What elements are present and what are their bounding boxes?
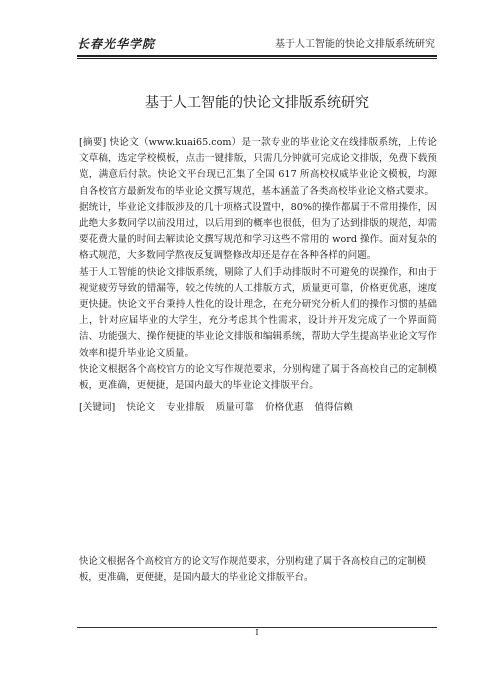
abstract-paragraph (79, 135, 437, 200)
abstract-text: 快论文（www.kuai65.com）是一款专业的毕业论文在线排版系统，上传论文草稿，选定学校模板，点击一键排版，只需几分钟就可完成论文排版，免费下载预览，满意后付款。快论文平台现已汇集了全国 617 所高校权威毕业论文模板，均源自各校官方最新发布的毕业论文撰写规范，基本涵盖了各类高校毕业论文格式要求。 (79, 137, 437, 197)
running-title: 基于人工智能的快论文排版系统研究 (275, 39, 435, 50)
header-rule-thin (77, 58, 437, 59)
page-number: I (255, 628, 259, 637)
keyword-item: 价格优惠 (265, 402, 304, 413)
keywords-section (79, 400, 437, 416)
keyword-item: 值得信赖 (314, 402, 353, 413)
keywords-label: [关键词] (79, 402, 116, 413)
abstract-paragraph: 快论文根据各个高校官方的论文写作规范要求，分别构建了属于各高校自己的定制模板，更准确，更便捷，是国内最大的毕业论文排版平台。 (79, 363, 437, 392)
keyword-item: 质量可靠 (215, 402, 254, 413)
abstract-section (79, 135, 437, 394)
abstract-label: [摘要] (79, 137, 107, 148)
footnote-text: 快论文根据各个高校官方的论文写作规范要求，分别构建了属于各高校自己的定制模板，更准确，更便捷，是国内最大的毕业论文排版平台。 (79, 556, 426, 583)
school-name: 长春光华学院 (77, 37, 156, 51)
abstract-paragraph: 据统计，毕业论文排版涉及的几十项格式设置中，80%的操作都属于不常用操作，因此绝大多数同学以前没用过，以后用到的概率也很低，但为了达到排版的规范，却需要花费大量的时间去解读论文撰写规范和学习这些不常用的 word 操作。面对复杂的格式规范，大多数同学熬夜反复调整修改却还是存在各种各样的问题。 (79, 201, 437, 262)
page-title: 基于人工智能的快论文排版系统研究 (145, 95, 369, 111)
abstract-paragraph: 基于人工智能的快论文排版系统，剔除了人们手动排版时不可避免的误操作，和由于视觉疲劳导致的错漏等，较之传统的人工排版方式，质量更可靠，价格更优惠，速度更快捷。快论文平台秉持人性化的设计理念，在充分研究分析人们的操作习惯的基础上，针对应届毕业的大学生，充分考虑其个性需求，设计并开发完成了一个界面简洁、功能强大、操作便捷的毕业论文排版和编辑系统，帮助大学生提高毕业论文写作效率和提升毕业论文质量。 (79, 266, 437, 359)
header-rule-thick (77, 55, 437, 57)
keyword-item: 专业排版 (166, 402, 205, 413)
keyword-item: 快论文 (126, 402, 156, 413)
